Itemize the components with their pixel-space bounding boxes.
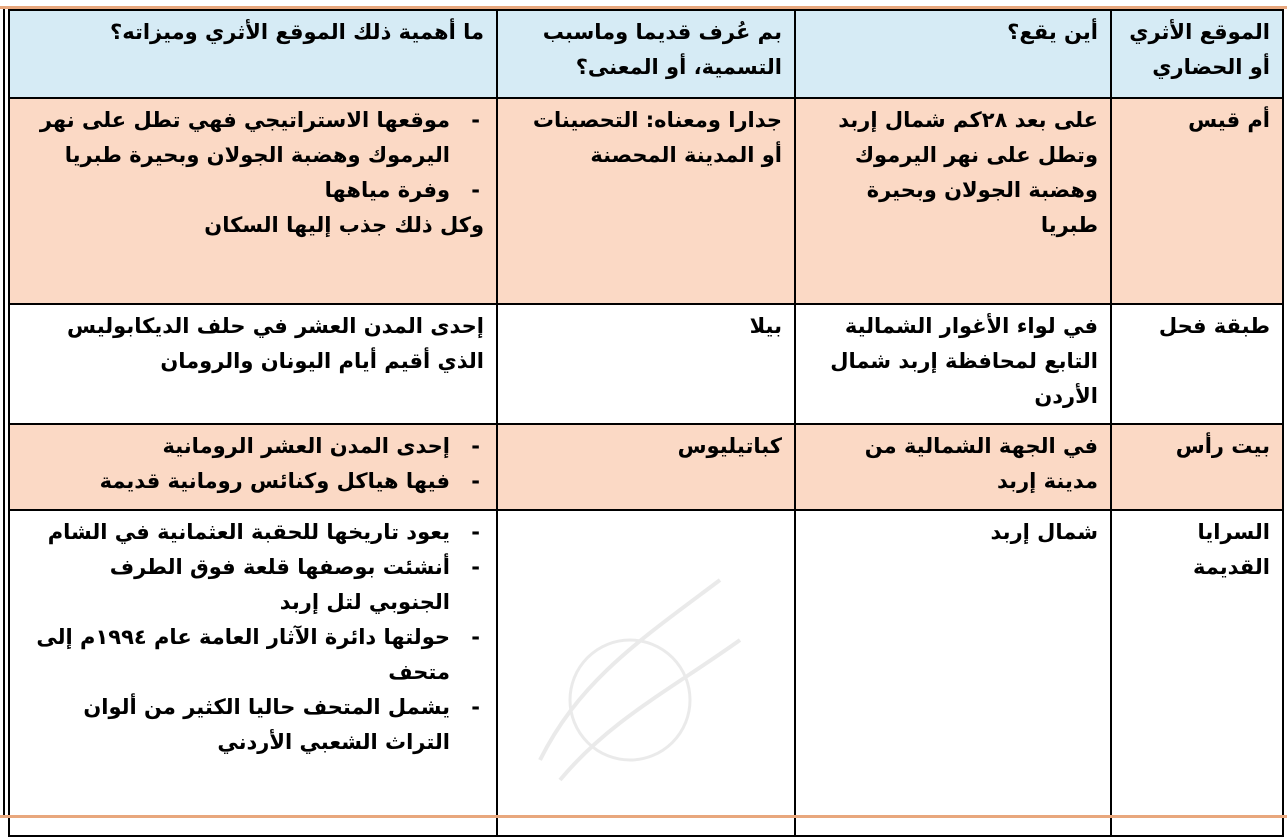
importance-list [22,515,484,760]
importance-list [22,103,484,208]
location-cell: على بعد ٢٨كم شمال إربد وتطل على نهر اليرموك وهضبة الجولان وبحيرة طبريا [795,98,1111,304]
table-row [9,304,1283,424]
site-cell: بيت رأس [1111,424,1283,510]
left-border-line [3,9,5,815]
importance-cell: إحدى المدن العشر في حلف الديكابوليس الذي أقيم أيام اليونان والرومان [9,304,497,424]
list-item: - إحدى المدن العشر الرومانية [22,429,484,464]
location-cell: شمال إربد [795,510,1111,836]
importance-list [22,429,484,499]
table-row [9,98,1283,304]
header-ancient-name: بم عُرف قديما وماسبب التسمية، أو المعنى؟ [497,10,795,98]
importance-cell [9,510,497,836]
table-row [9,510,1283,836]
importance-cell [9,98,497,304]
location-cell: في لواء الأغوار الشمالية التابع لمحافظة إربد شمال الأردن [795,304,1111,424]
ancient-name-cell: جدارا ومعناه: التحصينات أو المدينة المحصنة [497,98,795,304]
bottom-accent-line [0,815,1287,818]
header-importance: ما أهمية ذلك الموقع الأثري وميزاته؟ [9,10,497,98]
list-item: - موقعها الاستراتيجي فهي تطل على نهر اليرموك وهضبة الجولان وبحيرة طبريا [22,103,484,173]
list-item: - يعود تاريخها للحقبة العثمانية في الشام [22,515,484,550]
list-item: - فيها هياكل وكنائس رومانية قديمة [22,464,484,499]
table-header-row [9,10,1283,98]
importance-cell [9,424,497,510]
ancient-name-cell: كباتيليوس [497,424,795,510]
site-cell: السرايا القديمة [1111,510,1283,836]
importance-note: وكل ذلك جذب إليها السكان [204,213,484,237]
list-item: - أنشئت بوصفها قلعة فوق الطرف الجنوبي لتل إربد [22,550,484,620]
location-cell: في الجهة الشمالية من مدينة إربد [795,424,1111,510]
list-item: - يشمل المتحف حاليا الكثير من ألوان التراث الشعبي الأردني [22,690,484,760]
heritage-sites-table [8,9,1284,837]
header-site: الموقع الأثري أو الحضاري [1111,10,1283,98]
ancient-name-cell: بيلا [497,304,795,424]
table-row [9,424,1283,510]
header-location: أين يقع؟ [795,10,1111,98]
site-cell: طبقة فحل [1111,304,1283,424]
list-item: - حولتها دائرة الآثار العامة عام ١٩٩٤م إلى متحف [22,620,484,690]
ancient-name-cell [497,510,795,836]
site-cell: أم قيس [1111,98,1283,304]
list-item: - وفرة مياهها [22,173,484,208]
